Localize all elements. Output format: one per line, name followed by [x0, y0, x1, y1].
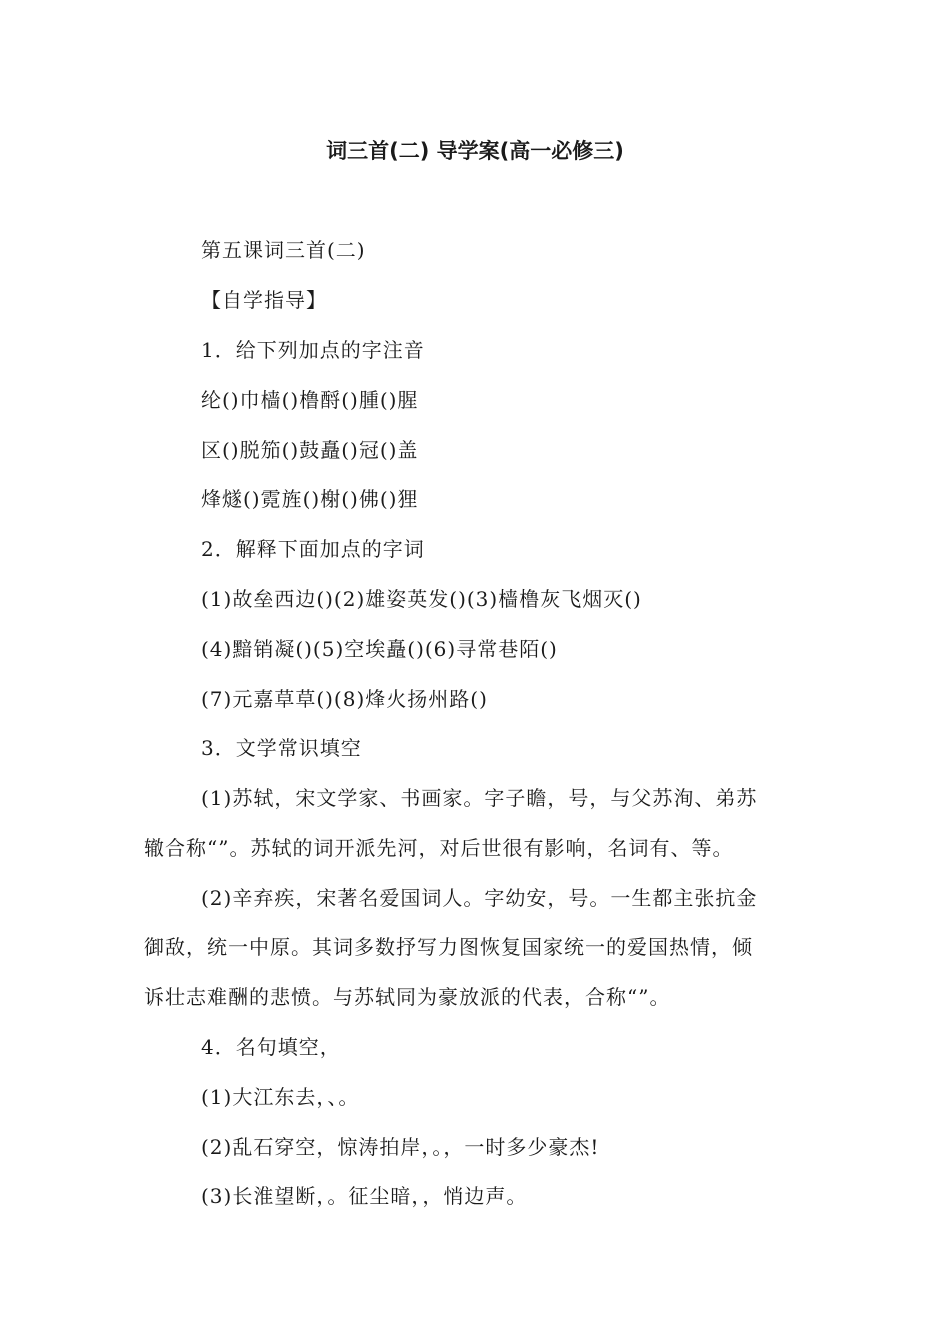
question-2-heading: 2．解释下面加点的字词	[201, 537, 425, 561]
literature-fill-2-line-3: 诉壮志难酬的悲愤。与苏轼同为豪放派的代表，合称“”。	[144, 985, 671, 1009]
famous-line-fill-1: (1)大江东去，、。	[201, 1085, 360, 1109]
word-explain-line-1: (1)故垒西边()(2)雄姿英发()(3)樯橹灰飞烟灭()	[201, 587, 642, 611]
pinyin-line-1: 纶()巾樯()橹酹()腫()腥	[201, 388, 419, 412]
famous-line-fill-2: (2)乱石穿空，惊涛拍岸，。，一时多少豪杰!	[201, 1135, 600, 1159]
literature-fill-1-line-1: (1)苏轼，宋文学家、书画家。字子瞻，号，与父苏洵、弟苏	[201, 786, 758, 810]
lesson-heading: 第五课词三首(二)	[201, 238, 366, 262]
literature-fill-2-line-2: 御敌，统一中原。其词多数抒写力图恢复国家统一的爱国热情，倾	[144, 935, 753, 959]
question-3-heading: 3．文学常识填空	[201, 736, 362, 760]
section-heading-self-study: 【自学指导】	[201, 288, 327, 312]
document-title: 词三首(二) 导学案(高一必修三)	[326, 139, 624, 163]
famous-line-fill-3: (3)长淮望断，。征尘暗，，悄边声。	[201, 1184, 528, 1208]
pinyin-line-3: 烽燧()霓旌()榭()佛()狸	[201, 487, 419, 511]
literature-fill-1-line-2: 辙合称“”。苏轼的词开派先河，对后世很有影响，名词有、等。	[144, 836, 734, 860]
word-explain-line-3: (7)元嘉草草()(8)烽火扬州路()	[201, 687, 488, 711]
word-explain-line-2: (4)黯销凝()(5)空埃矗()(6)寻常巷陌()	[201, 637, 558, 661]
literature-fill-2-line-1: (2)辛弃疾，宋著名爱国词人。字幼安，号。一生都主张抗金	[201, 886, 758, 910]
pinyin-line-2: 区()脱笳()鼓矗()冠()盖	[201, 438, 419, 462]
question-4-heading: 4．名句填空，	[201, 1035, 341, 1059]
question-1-heading: 1．给下列加点的字注音	[201, 338, 425, 362]
